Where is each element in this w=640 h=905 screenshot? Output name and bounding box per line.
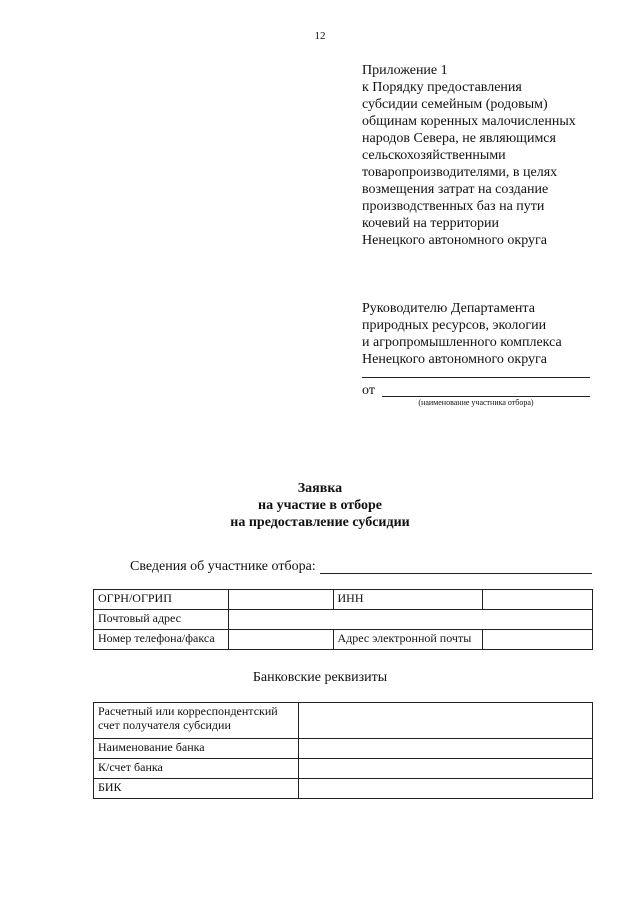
table-row [94, 610, 593, 630]
blank-fill-line[interactable] [362, 377, 590, 378]
account-value-cell[interactable] [298, 703, 592, 739]
title-line-3: на предоставление субсидии [230, 515, 410, 530]
corr-account-value-cell[interactable] [298, 759, 592, 779]
corr-account-label: К/счет банка [94, 759, 299, 779]
bik-label: БИК [94, 779, 299, 799]
inn-label: ИНН [333, 590, 483, 610]
table-row [94, 759, 593, 779]
annex-line: к Порядку предоставления [362, 80, 522, 95]
participant-name-caption: (наименование участника отбора) [418, 398, 534, 407]
annex-line: сельскохозяйственными [362, 148, 506, 163]
inn-value-cell[interactable] [483, 590, 593, 610]
account-label-line-2: счет получателя субсидии [98, 718, 231, 732]
bank-details-title: Банковские реквизиты [252, 670, 388, 685]
page-number: 12 [314, 30, 326, 42]
postal-address-value-cell[interactable] [228, 610, 592, 630]
email-label: Адрес электронной почты [333, 630, 483, 650]
table-row [94, 630, 593, 650]
annex-line: Приложение 1 [362, 63, 448, 78]
title-line-1: Заявка [297, 481, 343, 496]
participant-info-label: Сведения об участнике отбора: [130, 559, 316, 574]
annex-header [362, 62, 612, 249]
participant-info-fill-line[interactable] [320, 573, 592, 574]
annex-line: кочевий на территории [362, 216, 500, 231]
addressee-line: Руководителю Департамента [362, 301, 535, 316]
email-value-cell[interactable] [483, 630, 593, 650]
annex-line: возмещения затрат на создание [362, 182, 549, 197]
from-label: от [362, 383, 375, 398]
annex-line: общинам коренных малочисленных [362, 114, 576, 129]
table-row [94, 590, 593, 610]
bank-name-label: Наименование банка [94, 739, 299, 759]
addressee-line: и агропромышленного комплекса [362, 335, 562, 350]
addressee-line: природных ресурсов, экологии [362, 318, 547, 333]
table-row [94, 739, 593, 759]
document-title [0, 480, 640, 531]
participant-info-row [130, 559, 592, 577]
annex-line: народов Севера, не являющимся [362, 131, 556, 146]
account-label-line-1: Расчетный или корреспондентский [98, 704, 278, 718]
annex-line: субсидии семейным (родовым) [362, 97, 548, 112]
ogrn-value-cell[interactable] [228, 590, 333, 610]
addressee-line: Ненецкого автономного округа [362, 352, 547, 367]
phone-label: Номер телефона/факса [94, 630, 229, 650]
title-line-2: на участие в отборе [258, 498, 382, 513]
postal-address-label: Почтовый адрес [94, 610, 229, 630]
phone-value-cell[interactable] [228, 630, 333, 650]
bik-value-cell[interactable] [298, 779, 592, 799]
ogrn-label: ОГРН/ОГРИП [94, 590, 229, 610]
table-row [94, 779, 593, 799]
account-label [94, 703, 299, 739]
participant-table [93, 589, 593, 650]
bank-name-value-cell[interactable] [298, 739, 592, 759]
addressee-block [362, 300, 612, 368]
annex-line: производственных баз на пути [362, 199, 545, 214]
annex-line: Ненецкого автономного округа [362, 233, 547, 248]
bank-table [93, 702, 593, 799]
from-fill-line[interactable] [382, 396, 590, 397]
table-row [94, 703, 593, 739]
annex-line: товаропроизводителями, в целях [362, 165, 558, 180]
